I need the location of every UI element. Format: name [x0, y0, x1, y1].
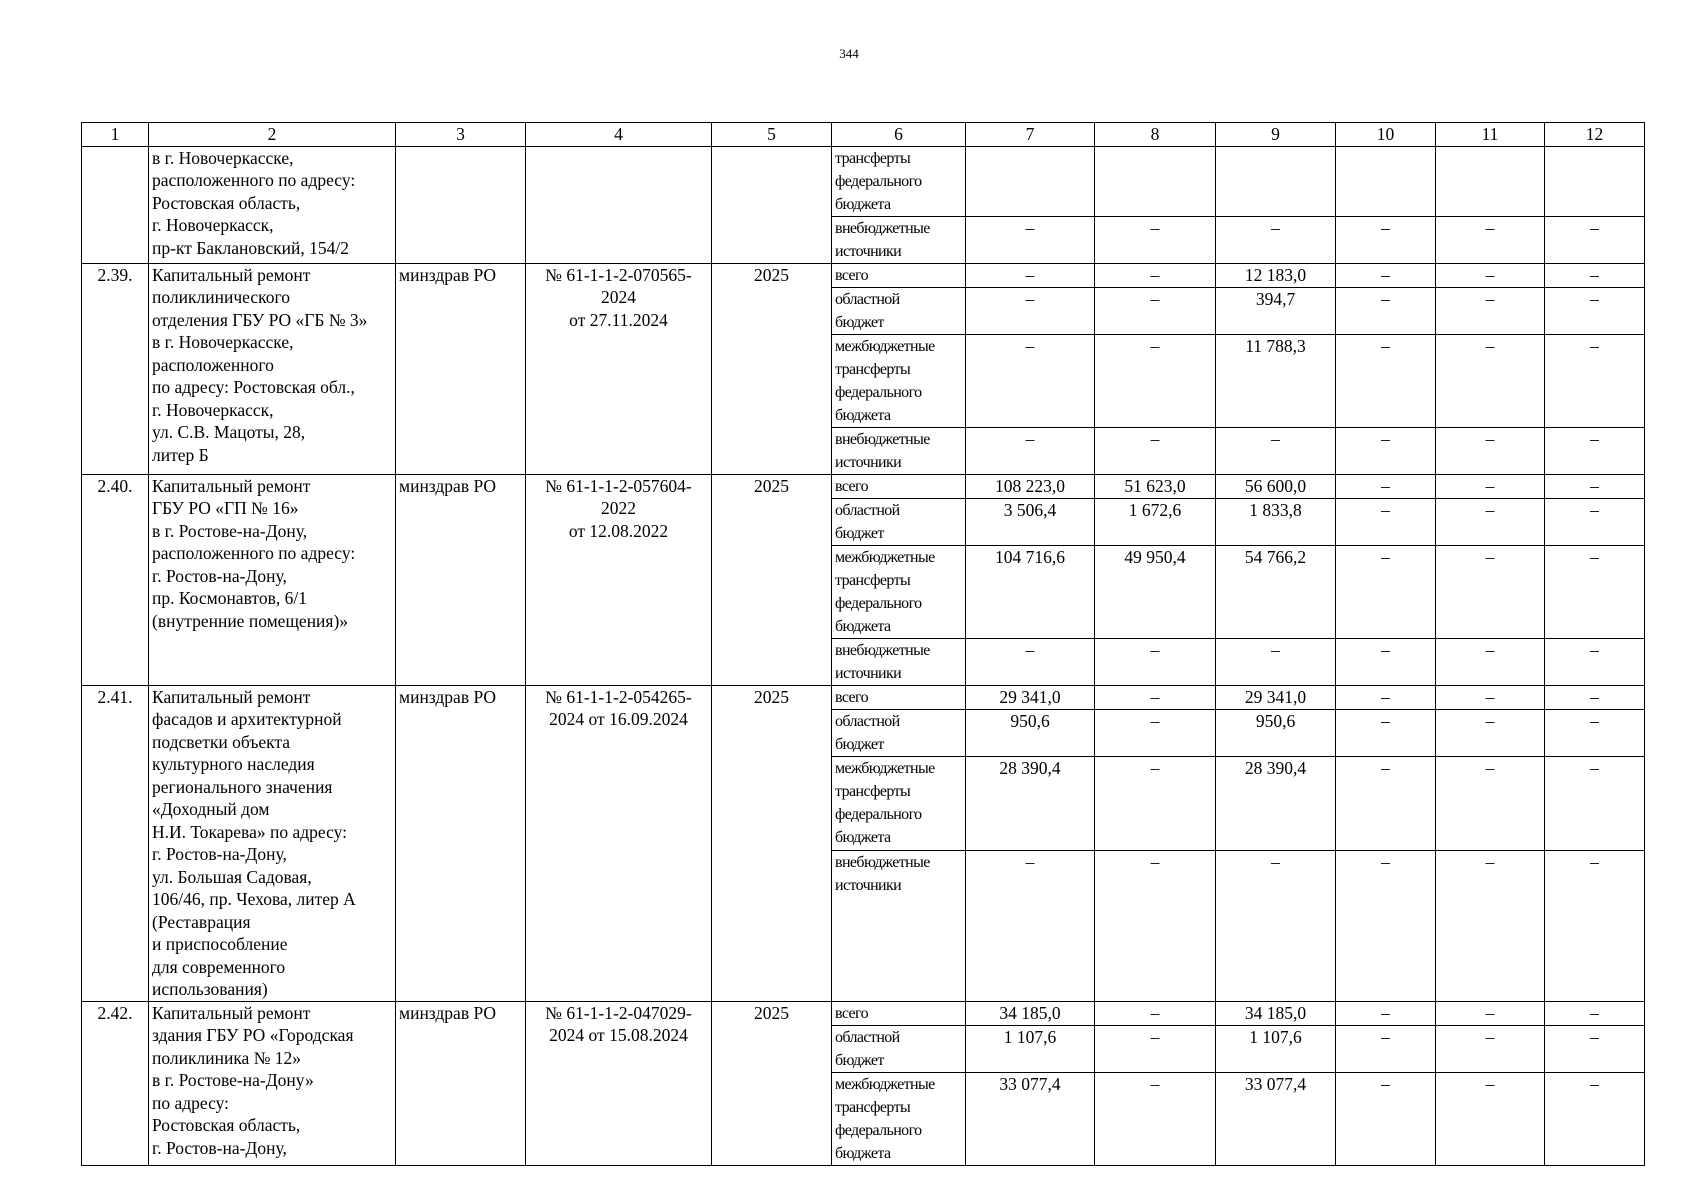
funding-value: –: [1095, 851, 1216, 1001]
funding-value: –: [1216, 427, 1336, 474]
expertise-document: № 61-1-1-2-047029- 2024 от 15.08.2024: [526, 1001, 712, 1165]
funding-value: –: [966, 263, 1095, 287]
funding-value: –: [966, 638, 1095, 685]
column-header: 11: [1436, 123, 1545, 147]
funding-value: –: [1545, 287, 1645, 334]
funding-value: –: [1545, 427, 1645, 474]
funding-value: 12 183,0: [1216, 263, 1336, 287]
page-number: 344: [839, 46, 859, 61]
funding-value: 29 341,0: [966, 685, 1095, 709]
funding-value: –: [1545, 334, 1645, 427]
funding-value: –: [1336, 1001, 1436, 1025]
column-header: 6: [832, 123, 966, 147]
completion-year: 2025: [712, 263, 832, 474]
row-number: 2.42.: [82, 1001, 149, 1165]
funding-value: 1 107,6: [966, 1025, 1095, 1072]
funding-value: –: [1336, 851, 1436, 1001]
expertise-document: № 61-1-1-2-054265- 2024 от 16.09.2024: [526, 685, 712, 1001]
funding-source: внебюджетные источники: [832, 216, 966, 263]
funding-value: –: [1095, 638, 1216, 685]
column-number-header-row: [82, 123, 1645, 147]
table-row: [82, 685, 1645, 709]
funding-source: межбюджетные трансферты федерального бюджета: [832, 1072, 966, 1165]
funding-value: –: [1336, 287, 1436, 334]
object-name: в г. Новочеркасске, расположенного по адресу: Ростовская область, г. Новочеркасск, пр-кт Баклановский, 154/2: [149, 146, 396, 263]
column-header: 7: [966, 123, 1095, 147]
table-row: [82, 1001, 1645, 1025]
funding-value: 51 623,0: [1095, 474, 1216, 498]
funding-value: –: [1336, 216, 1436, 263]
funding-value: –: [1436, 685, 1545, 709]
responsible-executor: минздрав РО: [396, 263, 526, 474]
funding-value: –: [1545, 757, 1645, 851]
funding-value: –: [966, 334, 1095, 427]
column-header: 5: [712, 123, 832, 147]
table-body: [82, 123, 1645, 1166]
object-name: Капитальный ремонт фасадов и архитектурной подсветки объекта культурного наследия регионального значения «Доходный дом Н.И. Токарева» по адресу: г. Ростов-на-Дону, ул. Большая Садовая, 106/46, пр. Чехова, литер А (Реставрация и приспособление для современного использования): [149, 685, 396, 1001]
budget-table: [81, 122, 1645, 1166]
completion-year: 2025: [712, 685, 832, 1001]
funding-source: всего: [832, 263, 966, 287]
funding-value: 950,6: [966, 709, 1095, 756]
funding-value: –: [1436, 545, 1545, 638]
funding-value: 3 506,4: [966, 498, 1095, 545]
funding-value: 104 716,6: [966, 545, 1095, 638]
column-header: 9: [1216, 123, 1336, 147]
funding-value: –: [1545, 638, 1645, 685]
column-header: 12: [1545, 123, 1645, 147]
object-name: Капитальный ремонт здания ГБУ РО «Городская поликлиника № 12» в г. Ростове-на-Дону» по адресу: Ростовская область, г. Ростов-на-Дону,: [149, 1001, 396, 1165]
funding-value: –: [1436, 638, 1545, 685]
funding-source: межбюджетные трансферты федерального бюджета: [832, 757, 966, 851]
funding-source: всего: [832, 1001, 966, 1025]
funding-source: всего: [832, 474, 966, 498]
funding-source: областной бюджет: [832, 287, 966, 334]
funding-value: 108 223,0: [966, 474, 1095, 498]
funding-value: –: [1436, 1072, 1545, 1165]
column-header: 2: [149, 123, 396, 147]
funding-value: –: [1095, 1001, 1216, 1025]
funding-value: –: [1545, 709, 1645, 756]
funding-value: –: [1545, 1001, 1645, 1025]
expertise-document: [526, 146, 712, 263]
funding-value: –: [1216, 638, 1336, 685]
funding-value: –: [1095, 334, 1216, 427]
funding-value: 1 833,8: [1216, 498, 1336, 545]
funding-value: –: [1436, 334, 1545, 427]
completion-year: 2025: [712, 1001, 832, 1165]
funding-value: [1436, 146, 1545, 216]
funding-value: –: [1095, 685, 1216, 709]
funding-value: –: [1336, 709, 1436, 756]
funding-value: –: [1095, 287, 1216, 334]
funding-value: –: [1336, 427, 1436, 474]
funding-value: –: [966, 216, 1095, 263]
funding-value: 950,6: [1216, 709, 1336, 756]
row-number: 2.39.: [82, 263, 149, 474]
funding-value: 33 077,4: [966, 1072, 1095, 1165]
funding-value: –: [1545, 545, 1645, 638]
funding-value: –: [1436, 709, 1545, 756]
funding-value: –: [1336, 474, 1436, 498]
funding-value: –: [1095, 1072, 1216, 1165]
funding-value: –: [1336, 334, 1436, 427]
funding-source: трансферты федерального бюджета: [832, 146, 966, 216]
column-header: 1: [82, 123, 149, 147]
funding-value: 28 390,4: [966, 757, 1095, 851]
funding-source: всего: [832, 685, 966, 709]
funding-value: –: [1336, 685, 1436, 709]
funding-value: –: [1336, 498, 1436, 545]
funding-value: –: [1436, 498, 1545, 545]
funding-value: 49 950,4: [1095, 545, 1216, 638]
funding-value: –: [1095, 757, 1216, 851]
funding-source: областной бюджет: [832, 709, 966, 756]
funding-value: 1 672,6: [1095, 498, 1216, 545]
column-header: 10: [1336, 123, 1436, 147]
funding-value: –: [966, 851, 1095, 1001]
funding-source: областной бюджет: [832, 498, 966, 545]
funding-value: –: [1545, 216, 1645, 263]
funding-value: –: [1095, 263, 1216, 287]
funding-value: –: [1336, 545, 1436, 638]
column-header: 8: [1095, 123, 1216, 147]
funding-value: [1336, 146, 1436, 216]
object-name: Капитальный ремонт поликлинического отделения ГБУ РО «ГБ № 3» в г. Новочеркасске, расположенного по адресу: Ростовская обл., г. Новочеркасск, ул. С.В. Мацоты, 28, литер Б: [149, 263, 396, 474]
row-number: 2.41.: [82, 685, 149, 1001]
funding-value: [1545, 146, 1645, 216]
funding-value: 33 077,4: [1216, 1072, 1336, 1165]
completion-year: 2025: [712, 474, 832, 685]
funding-value: –: [1545, 263, 1645, 287]
funding-value: –: [1436, 1025, 1545, 1072]
funding-source: областной бюджет: [832, 1025, 966, 1072]
funding-source: межбюджетные трансферты федерального бюджета: [832, 334, 966, 427]
funding-value: –: [1436, 263, 1545, 287]
funding-value: –: [1436, 1001, 1545, 1025]
completion-year: [712, 146, 832, 263]
funding-value: [1095, 146, 1216, 216]
funding-value: 394,7: [1216, 287, 1336, 334]
table-row: [82, 146, 1645, 216]
expertise-document: № 61-1-1-2-070565- 2024 от 27.11.2024: [526, 263, 712, 474]
funding-value: [1216, 146, 1336, 216]
funding-value: 1 107,6: [1216, 1025, 1336, 1072]
funding-source: внебюджетные источники: [832, 851, 966, 1001]
funding-value: 28 390,4: [1216, 757, 1336, 851]
column-header: 4: [526, 123, 712, 147]
funding-value: 34 185,0: [1216, 1001, 1336, 1025]
funding-value: –: [1436, 427, 1545, 474]
funding-value: 56 600,0: [1216, 474, 1336, 498]
funding-value: –: [1545, 498, 1645, 545]
funding-value: –: [966, 287, 1095, 334]
responsible-executor: минздрав РО: [396, 685, 526, 1001]
funding-value: –: [1436, 216, 1545, 263]
funding-value: –: [1436, 851, 1545, 1001]
funding-value: –: [1545, 1025, 1645, 1072]
funding-value: 54 766,2: [1216, 545, 1336, 638]
table-row: [82, 263, 1645, 287]
object-name: Капитальный ремонт ГБУ РО «ГП № 16» в г. Ростове-на-Дону, расположенного по адресу: г. Ростов-на-Дону, пр. Космонавтов, 6/1 (внутренние помещения)»: [149, 474, 396, 685]
funding-value: –: [1095, 709, 1216, 756]
funding-value: –: [1436, 757, 1545, 851]
funding-value: –: [1336, 757, 1436, 851]
funding-value: –: [1095, 216, 1216, 263]
responsible-executor: минздрав РО: [396, 1001, 526, 1165]
funding-value: –: [1216, 216, 1336, 263]
funding-value: –: [1336, 263, 1436, 287]
funding-value: –: [1436, 474, 1545, 498]
funding-value: 11 788,3: [1216, 334, 1336, 427]
funding-value: –: [1545, 1072, 1645, 1165]
funding-value: –: [1336, 1072, 1436, 1165]
row-number: [82, 146, 149, 263]
table-row: [82, 474, 1645, 498]
funding-source: внебюджетные источники: [832, 638, 966, 685]
funding-value: –: [1095, 427, 1216, 474]
funding-value: [966, 146, 1095, 216]
funding-value: –: [1545, 474, 1645, 498]
funding-value: –: [1436, 287, 1545, 334]
funding-source: межбюджетные трансферты федерального бюджета: [832, 545, 966, 638]
funding-value: –: [1545, 851, 1645, 1001]
funding-value: –: [1336, 1025, 1436, 1072]
responsible-executor: [396, 146, 526, 263]
funding-value: –: [1336, 638, 1436, 685]
funding-value: 34 185,0: [966, 1001, 1095, 1025]
funding-value: –: [1545, 685, 1645, 709]
column-header: 3: [396, 123, 526, 147]
funding-source: внебюджетные источники: [832, 427, 966, 474]
expertise-document: № 61-1-1-2-057604- 2022 от 12.08.2022: [526, 474, 712, 685]
funding-value: –: [966, 427, 1095, 474]
funding-value: –: [1216, 851, 1336, 1001]
row-number: 2.40.: [82, 474, 149, 685]
funding-value: –: [1095, 1025, 1216, 1072]
funding-value: 29 341,0: [1216, 685, 1336, 709]
responsible-executor: минздрав РО: [396, 474, 526, 685]
